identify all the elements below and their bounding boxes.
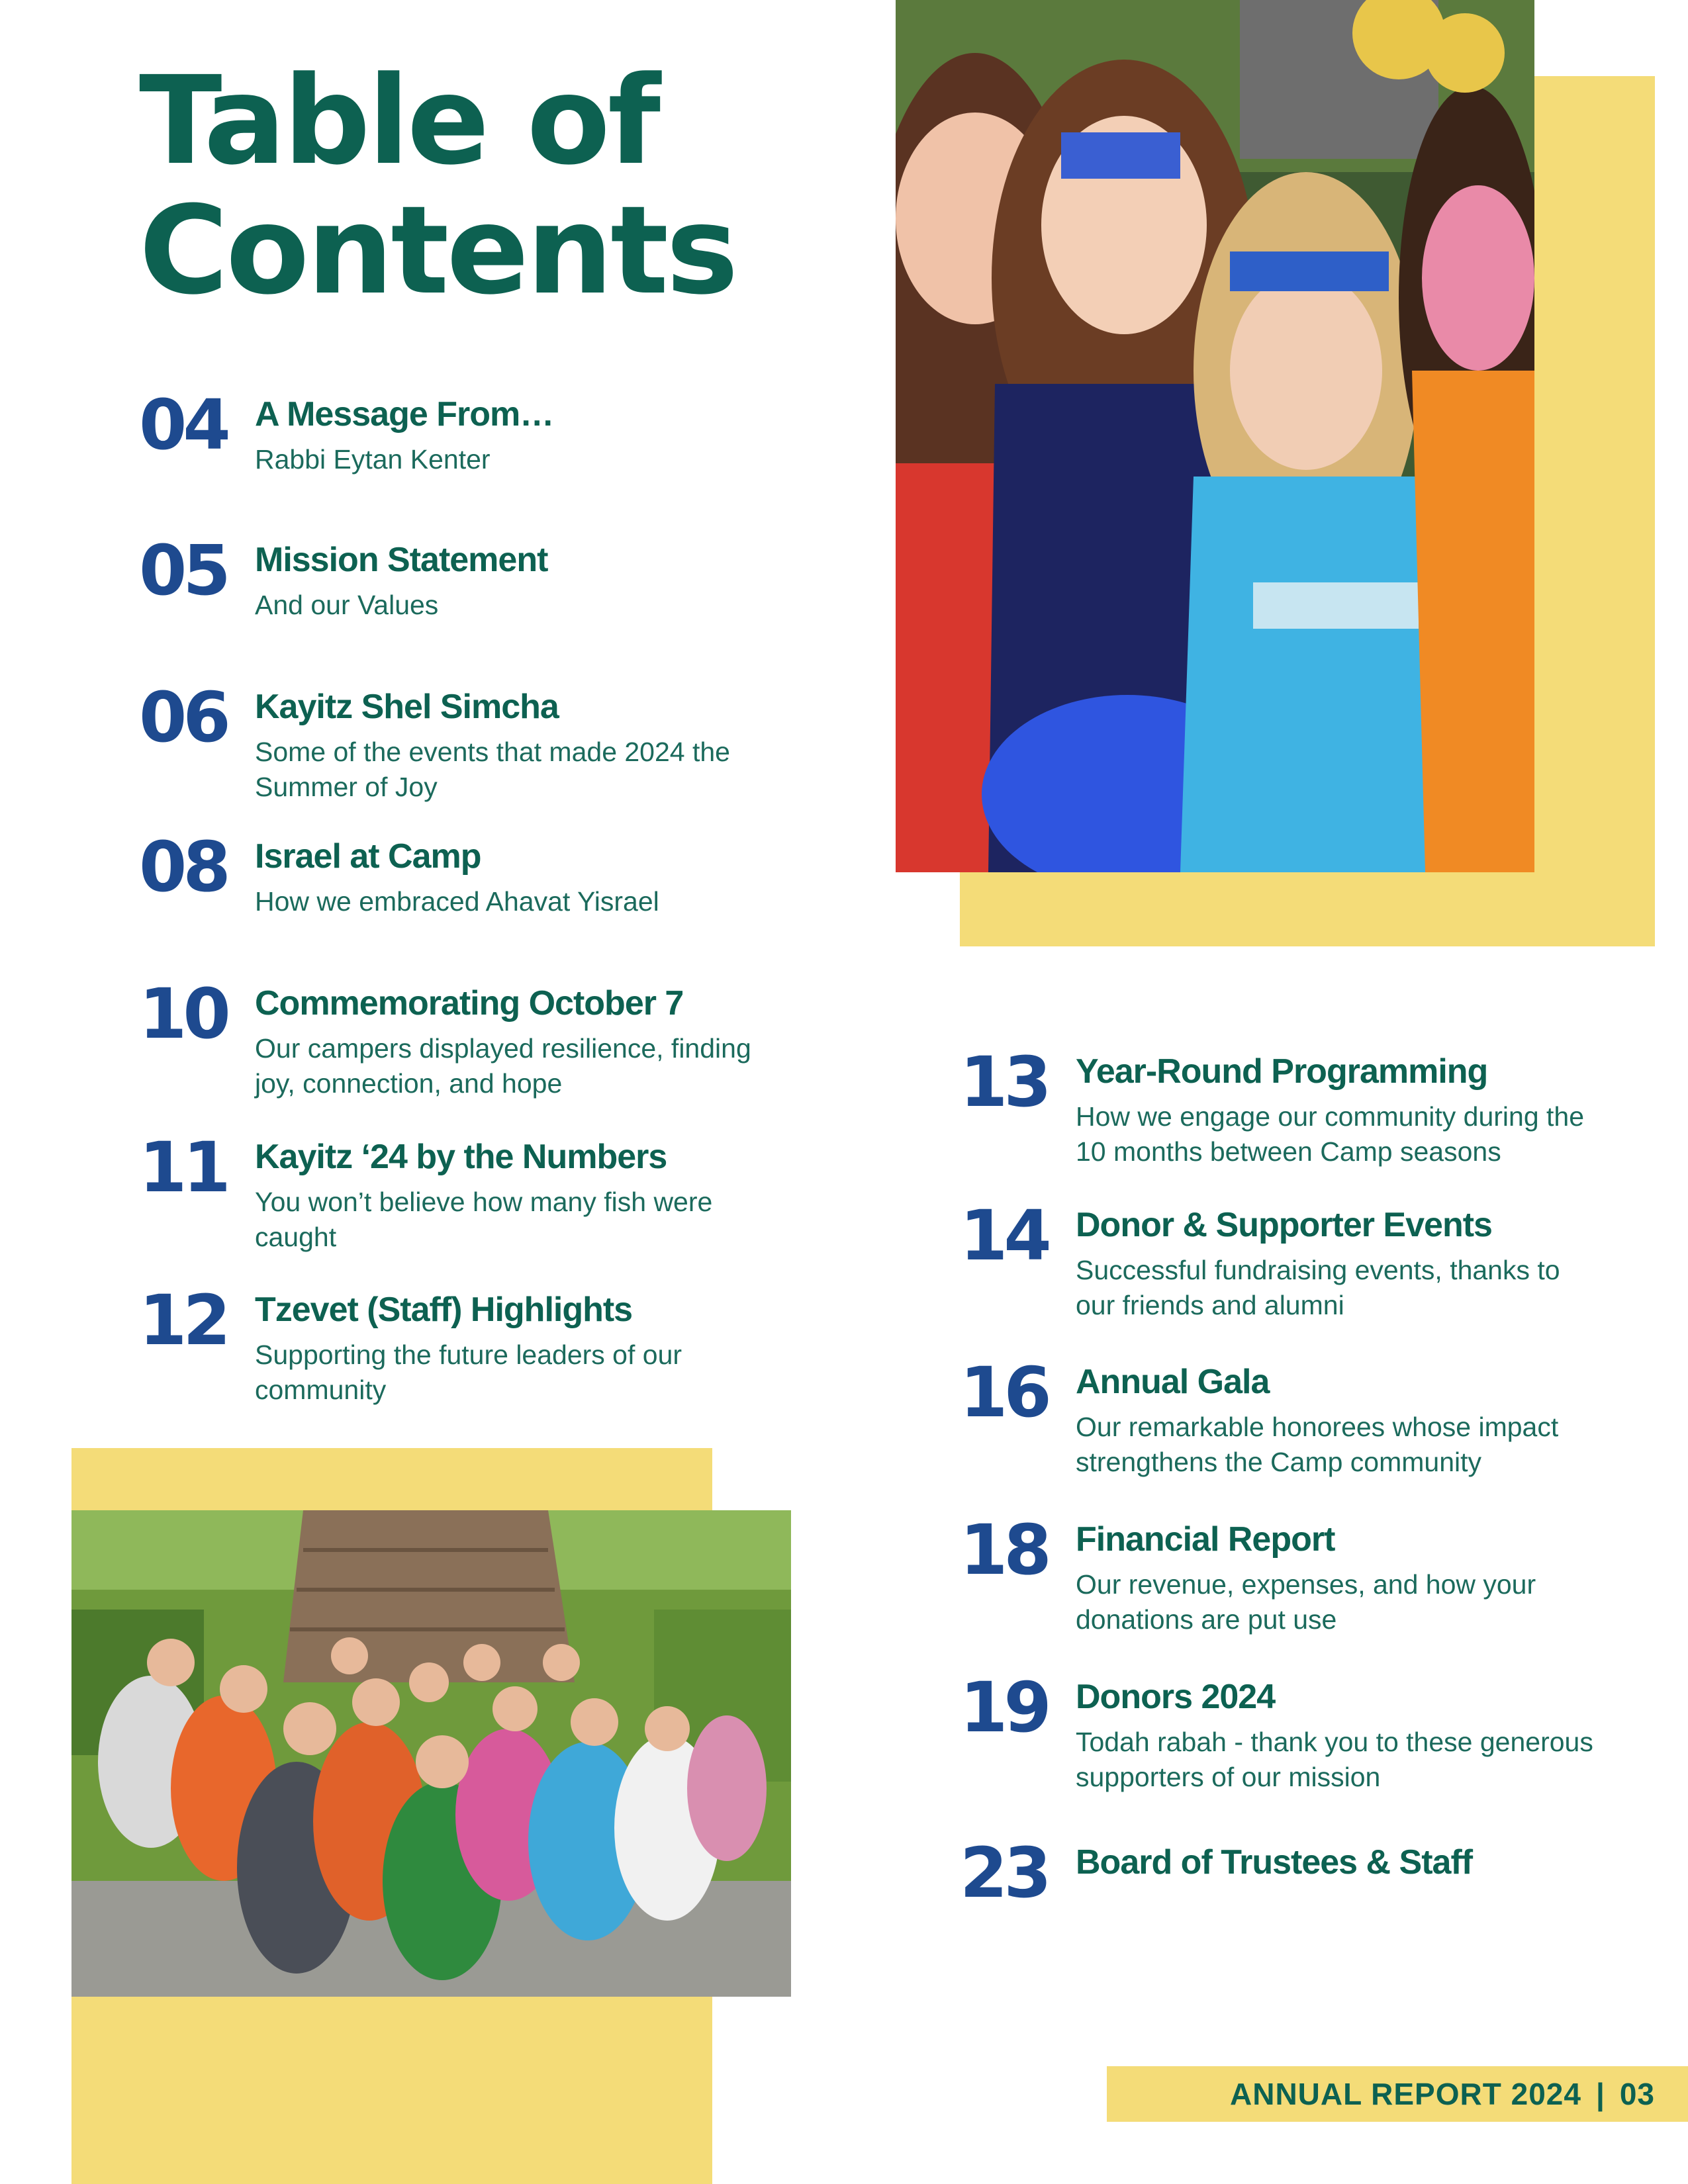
toc-page-number: 11 (139, 1127, 227, 1208)
footer-bar (1107, 2066, 1688, 2122)
toc-heading: Tzevet (Staff) Highlights (255, 1291, 633, 1329)
toc-heading: Board of Trustees & Staff (1076, 1843, 1473, 1882)
campers-closeup-photo (896, 0, 1534, 872)
toc-heading: Commemorating October 7 (255, 984, 684, 1023)
toc-description: Todah rabah - thank you to these generous supporters of our mission (1076, 1727, 1593, 1792)
toc-heading: A Message From… (255, 395, 554, 433)
toc-heading: Kayitz Shel Simcha (255, 688, 559, 726)
toc-heading: Annual Gala (1076, 1363, 1270, 1401)
page-title (139, 50, 736, 322)
toc-heading: Kayitz ‘24 by the Numbers (255, 1138, 667, 1176)
toc-description: How we embraced Ahavat Yisrael (255, 886, 659, 917)
toc-heading: Donor & Supporter Events (1076, 1206, 1492, 1244)
toc-page-number: 04 (139, 385, 227, 465)
toc-page-number: 13 (960, 1042, 1048, 1122)
toc-description: Our campers displayed resilience, finding joy, connection, and hope (255, 1033, 751, 1099)
campers-group-photo (71, 1510, 791, 1997)
toc-description: Supporting the future leaders of our community (255, 1340, 682, 1405)
toc-page-number: 14 (960, 1195, 1048, 1276)
toc-page-number: 05 (139, 530, 227, 611)
toc-heading: Year-Round Programming (1076, 1052, 1488, 1091)
toc-description: Some of the events that made 2024 the Summer of Joy (255, 737, 730, 802)
toc-page-number: 08 (139, 827, 227, 907)
toc-page-number: 10 (139, 974, 227, 1054)
footer-text (1230, 2066, 1655, 2122)
toc-description: And our Values (255, 590, 439, 620)
toc-page-number: 18 (960, 1510, 1048, 1590)
toc-page-number: 16 (960, 1352, 1048, 1433)
toc-description: How we engage our community during the 10 months between Camp seasons (1076, 1101, 1585, 1167)
footer-separator: | (1595, 2077, 1605, 2111)
title-line-2: Contents (139, 180, 736, 322)
title-line-1: Table of (139, 50, 659, 192)
toc-description: You won’t believe how many fish were caught (255, 1187, 713, 1252)
toc-heading: Mission Statement (255, 541, 548, 579)
toc-page-number: 19 (960, 1667, 1048, 1748)
footer-page-number: 03 (1619, 2077, 1655, 2111)
toc-heading: Financial Report (1076, 1520, 1335, 1559)
toc-heading: Donors 2024 (1076, 1678, 1276, 1716)
toc-description: Rabbi Eytan Kenter (255, 444, 491, 475)
toc-description: Our revenue, expenses, and how your donations are put use (1076, 1569, 1536, 1635)
footer-label: ANNUAL REPORT 2024 (1230, 2077, 1581, 2111)
toc-heading: Israel at Camp (255, 837, 481, 876)
toc-page-number: 06 (139, 677, 227, 758)
toc-description: Successful fundraising events, thanks to our friends and alumni (1076, 1255, 1560, 1320)
toc-page-number: 23 (960, 1833, 1048, 1913)
toc-page-number: 12 (139, 1280, 227, 1361)
toc-description: Our remarkable honorees whose impact strengthens the Camp community (1076, 1412, 1559, 1477)
